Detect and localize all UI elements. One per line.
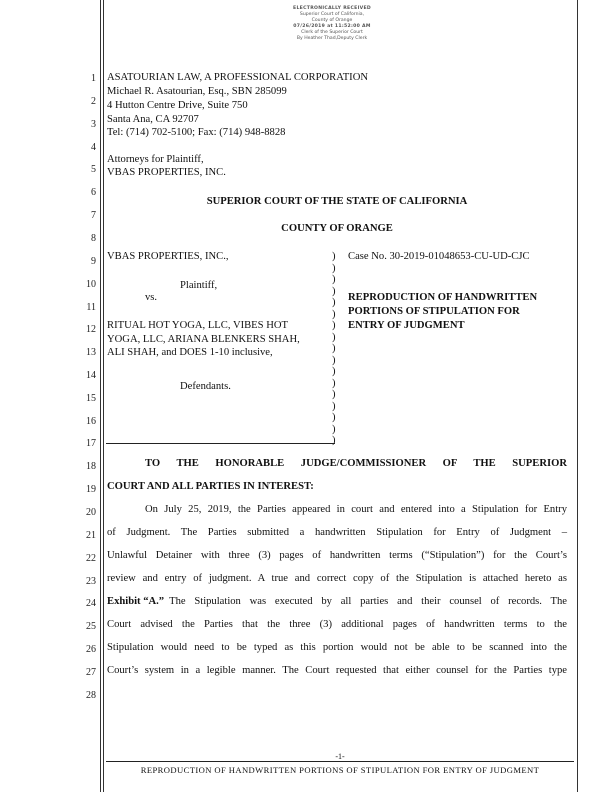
line-number: 9 [91,256,96,267]
stamp-line: ELECTRONICALLY RECEIVED [293,6,371,11]
page-number: -1- [335,752,345,761]
caption-paren: ) [332,366,336,377]
body-line: review and entry of judgment. A true and correct copy of the Stipulation is attached hereto as [107,573,567,584]
caption-paren: ) [332,251,336,262]
stamp-line: Superior Court of California, [299,12,365,17]
document-title-line: PORTIONS OF STIPULATION FOR [348,306,520,317]
body-line: The Stipulation was executed by all parties and their counsel of records. The [169,596,567,607]
right-margin-rule [577,0,578,792]
case-number: Case No. 30-2019-01048653-CU-UD-CJC [348,251,530,262]
line-number: 7 [91,210,96,221]
attorney-client: VBAS PROPERTIES, INC. [107,167,226,178]
caption-paren: ) [332,274,336,285]
stamp-line: Clerk of the Superior Court [301,30,363,35]
line-number: 20 [86,507,96,518]
line-number: 24 [86,598,96,609]
caption-underline [106,443,335,444]
attorney-name: Michael R. Asatourian, Esq., SBN 285099 [107,86,287,97]
line-number: 27 [86,667,96,678]
line-number: 14 [86,370,96,381]
body-line: Unlawful Detainer with three (3) pages of handwritten terms (“Stipulation”) for the Court’s [107,550,567,561]
caption-paren: ) [332,332,336,343]
attorney-role: Attorneys for Plaintiff, [107,154,204,165]
defendants-line: YOGA, LLC, ARIANA BLENKERS SHAH, [107,334,300,345]
left-margin-rule-outer [100,0,101,792]
stamp-line: 07/26/2019 at 11:52:00 AM [293,24,371,29]
caption-paren: ) [332,320,336,331]
attorney-address: 4 Hutton Centre Drive, Suite 750 [107,100,248,111]
firm-name: ASATOURIAN LAW, A PROFESSIONAL CORPORATION [107,72,368,83]
line-number: 25 [86,621,96,632]
caption-paren: ) [332,355,336,366]
body-line: of Judgment. The Parties submitted a handwritten Stipulation for Entry of Judgment – [107,527,567,538]
stamp-line: County of Orange [311,18,353,23]
caption-paren: ) [332,263,336,274]
body-line-with-exhibit [107,596,567,607]
caption-paren: ) [332,343,336,354]
line-number: 3 [91,119,96,130]
line-number: 15 [86,393,96,404]
caption-paren: ) [332,378,336,389]
line-number: 2 [91,96,96,107]
body-line: On July 25, 2019, the Parties appeared in court and entered into a Stipulation for Entry [145,504,567,515]
caption-paren: ) [332,309,336,320]
defendants-label: Defendants. [180,381,231,392]
stamp-line: By Heather Thad,Deputy Clerk [296,36,368,41]
line-number: 6 [91,187,96,198]
document-title-line: REPRODUCTION OF HANDWRITTEN [348,292,538,303]
exhibit-reference: Exhibit “A.” [107,596,165,607]
line-number: 8 [91,233,96,244]
document-title-line: ENTRY OF JUDGMENT [348,320,465,331]
caption-paren: ) [332,297,336,308]
attorney-phone: Tel: (714) 702-5100; Fax: (714) 948-8828 [107,127,286,138]
line-number: 12 [86,324,96,335]
line-number: 28 [86,690,96,701]
line-number: 26 [86,644,96,655]
court-name: SUPERIOR COURT OF THE STATE OF CALIFORNIA [206,196,468,207]
line-number: 4 [91,142,96,153]
salutation-line: TO THE HONORABLE JUDGE/COMMISSIONER OF THE SUPERIOR [145,458,567,469]
line-number: 1 [91,73,96,84]
line-number: 13 [86,347,96,358]
caption-paren: ) [332,435,336,446]
plaintiff-name: VBAS PROPERTIES, INC., [107,251,229,262]
attorney-city: Santa Ana, CA 92707 [107,114,199,125]
line-number: 23 [86,576,96,587]
salutation-line: COURT AND ALL PARTIES IN INTEREST: [107,481,314,492]
line-number: 10 [86,279,96,290]
line-number: 18 [86,461,96,472]
body-line: Court advised the Parties that the three (3) additional pages of handwritten terms to the [107,619,567,630]
body-line: Stipulation would need to be typed as this portion would not be able to be scanned into the [107,642,567,653]
line-number: 17 [86,438,96,449]
footer-rule [106,761,574,762]
caption-paren: ) [332,412,336,423]
line-number: 11 [86,302,96,313]
line-number: 22 [86,553,96,564]
caption-paren: ) [332,389,336,400]
versus-label: vs. [145,292,158,303]
electronic-filing-stamp [262,6,402,42]
plaintiff-label: Plaintiff, [180,280,218,291]
line-number: 16 [86,416,96,427]
caption-paren: ) [332,424,336,435]
left-margin-rule-inner [103,0,104,792]
footer-title: REPRODUCTION OF HANDWRITTEN PORTIONS OF STIPULATION FOR ENTRY OF JUDGMENT [140,765,540,775]
defendants-line: ALI SHAH, and DOES 1-10 inclusive, [107,347,273,358]
defendants-line: RITUAL HOT YOGA, LLC, VIBES HOT [107,320,288,331]
caption-paren: ) [332,286,336,297]
line-number: 19 [86,484,96,495]
line-number: 21 [86,530,96,541]
line-number: 5 [91,164,96,175]
caption-paren: ) [332,401,336,412]
body-line: Court’s system in a legible manner. The Court requested that either counsel for the Parties type [107,665,567,676]
court-county: COUNTY OF ORANGE [281,223,393,234]
